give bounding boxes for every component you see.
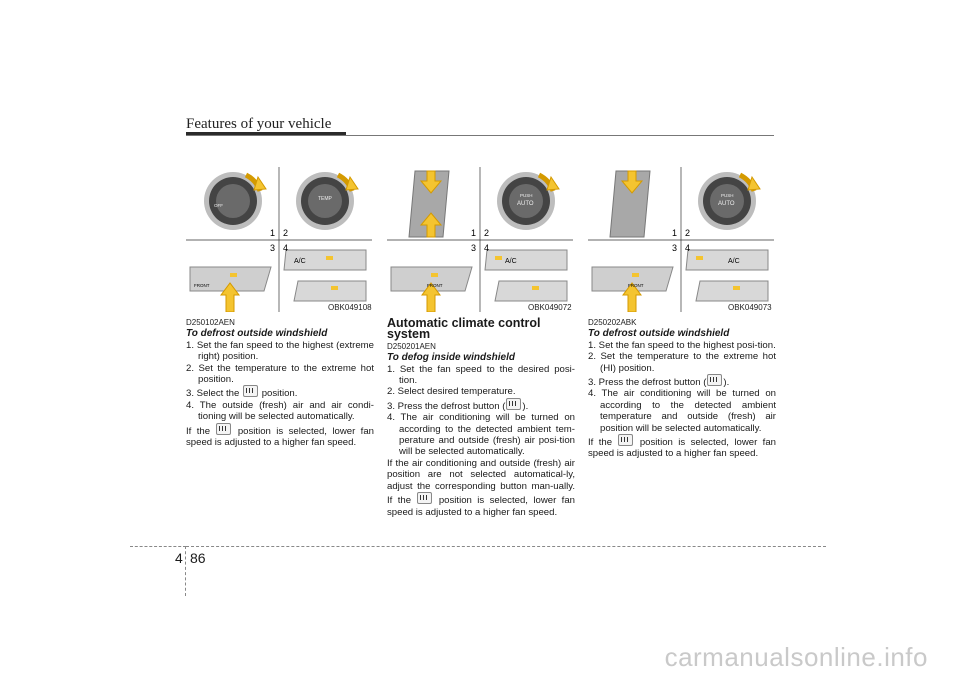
note-part: If the [588,437,613,449]
ac-label: A/C [728,258,740,265]
page-number: 86 [190,550,206,566]
figure-auto-defrost [588,167,774,312]
note-part: If the [387,495,412,507]
step-item: 4. The air conditioning will be turned on according to the detected ambient temperature and outside (fresh) air position will be selected automatically. [588,388,776,434]
figure-number-label: 3 [672,243,678,253]
front-label: FRONT [427,283,443,288]
temp-label: TEMP [318,196,332,202]
step-item [387,398,575,412]
figure-number-label: 2 [283,228,289,238]
note-part: If the [186,425,211,437]
note-text [186,423,374,449]
figure-code: OBK049108 [328,303,372,312]
subheading: To defrost outside windshield [186,328,328,340]
column-auto-defrost [588,317,776,460]
footer-vertical-rule [185,546,186,596]
auto-label: AUTO [718,201,735,207]
figure-number-label: 4 [484,243,490,253]
step-item [588,374,776,388]
step-item [186,385,374,399]
step-text: 3. Press the defrost button ( [588,377,707,389]
step-item: 4. The outside (fresh) air and air condi-tioning will be selected automatically. [186,399,374,423]
subheading: To defrost outside windshield [588,328,730,340]
defrost-icon [506,398,521,410]
front-label: FRONT [194,283,210,288]
defrost-icon [707,374,722,386]
footer-rule-left [130,546,186,547]
note-text [387,458,575,518]
note-part: If the air conditioning and outside (fresh) air position are not selected automatical-ly, adjust the corresponding button man-ually. [387,457,575,492]
watermark: carmanualsonline.info [664,642,928,672]
step-item: 1. Set the fan speed to the desired posi-tion. [387,363,575,387]
step-text: ). [723,377,730,389]
defrost-icon [216,423,231,435]
off-label: OFF [214,203,223,208]
figure-code: OBK049073 [728,303,772,312]
step-item: 2. Select desired temperature. [387,386,516,398]
step-item: 2. Set the temperature to the extreme hot position. [186,362,374,386]
section-title: Automatic climate control system [387,316,541,342]
figure-number-label: 1 [270,228,276,238]
note-part: position is selected, lower fan speed is adjusted to a higher fan speed. [387,495,575,518]
footer-rule [186,546,826,547]
step-item: 4. The air conditioning will be turned on according to the detected ambient tem-perature and outside (fresh) air posi-tion will be selected automatically. [387,412,575,458]
figure-number-label: 1 [471,228,477,238]
note-part: position is selected, lower fan speed is adjusted to a higher fan speed. [186,425,374,449]
step-item: 2. Set the temperature to the extreme hot (HI) position. [588,351,776,374]
column-manual [186,317,374,448]
defrost-icon [243,385,258,397]
header-rule [186,135,774,136]
defrost-icon [417,492,432,504]
figure-manual-controls [186,167,372,312]
step-text: position. [261,388,298,400]
push-label: PUSH [520,193,533,198]
figure-auto-defog [387,167,573,312]
figure-number-label: 1 [672,228,678,238]
section-number: 4 [175,550,183,566]
subheading: To defog inside windshield [387,352,515,364]
section-code: D250202ABK [588,318,637,327]
figure-code: OBK049072 [528,303,572,312]
front-label: FRONT [628,283,644,288]
section-code: D250102AEN [186,318,235,327]
step-text: 3. Press the defrost button ( [387,400,506,412]
step-item: 1. Set the fan speed to the highest posi-tion. [588,339,776,351]
step-item: 1. Set the fan speed to the highest (extreme right) position. [186,339,374,363]
figure-number-label: 2 [685,228,691,238]
section-code: D250201AEN [387,341,436,351]
figure-number-label: 3 [471,243,477,253]
step-text: ). [522,400,529,412]
note-text [588,434,776,460]
push-label: PUSH [721,193,734,198]
figure-number-label: 2 [484,228,490,238]
figure-number-label: 4 [283,243,289,253]
column-auto-defog [387,318,575,518]
page-header-title: Features of your vehicle [186,116,332,132]
note-part: position is selected, lower fan speed is adjusted to a higher fan speed. [588,437,776,460]
figure-number-label: 3 [270,243,276,253]
defrost-icon [618,434,633,446]
figure-number-label: 4 [685,243,691,253]
step-text: 3. Select the [186,388,240,400]
ac-label: A/C [505,258,517,265]
ac-label: A/C [294,258,306,265]
auto-label: AUTO [517,201,534,207]
